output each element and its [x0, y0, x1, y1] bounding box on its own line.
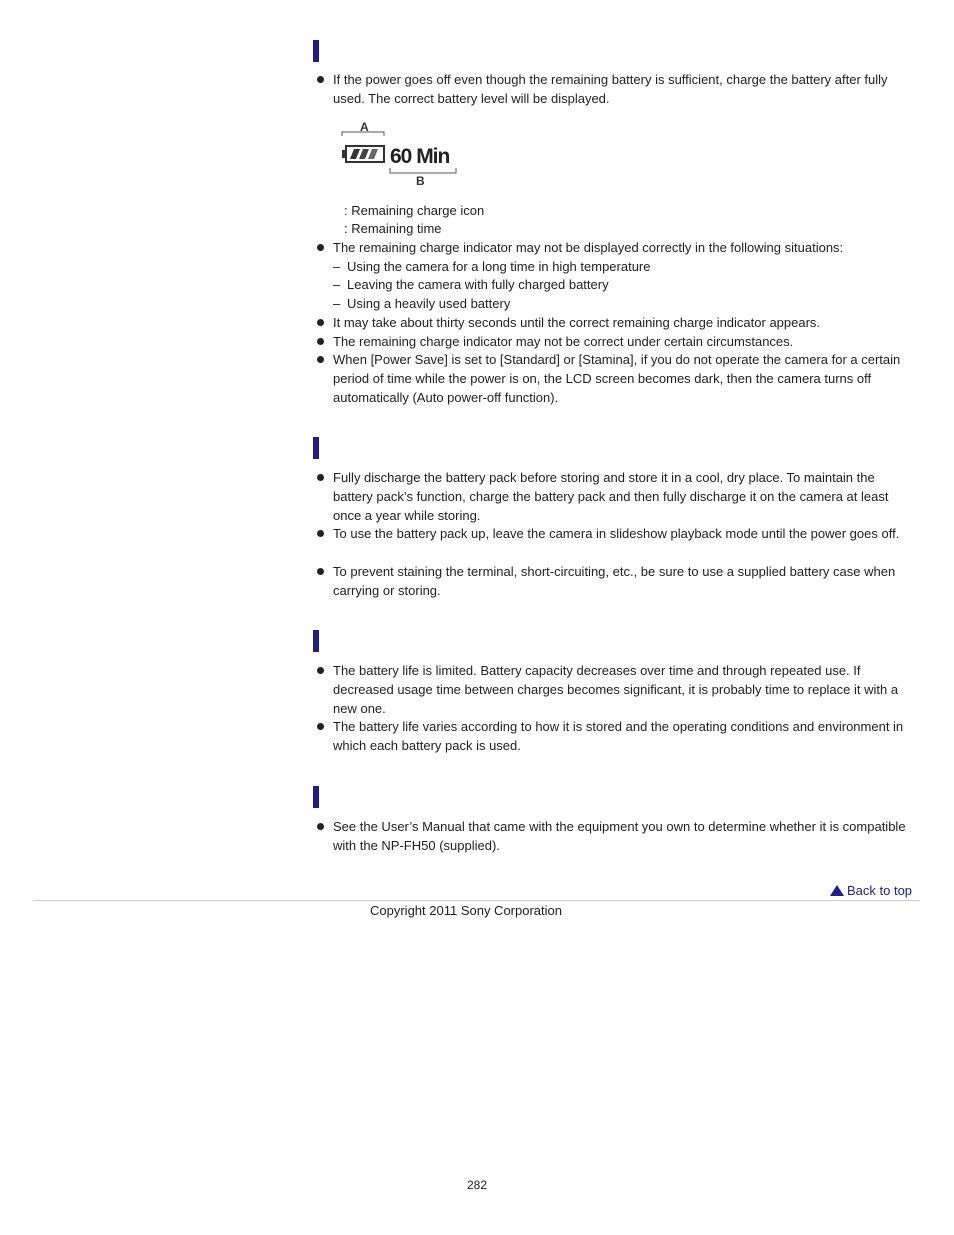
battery-indicator-figure	[338, 118, 460, 188]
list-item: The battery life is limited. Battery capacity decreases over time and through repeated use. If decreased usage time between charges becomes significant, it is probably time to replace it with a new one.	[333, 661, 913, 718]
list-item: The remaining charge indicator may not be correct under certain circumstances.	[333, 332, 913, 351]
situation-text: Using the camera for a long time in high temperature	[347, 259, 651, 274]
situation-item	[333, 275, 609, 294]
section-marker	[313, 40, 319, 62]
list-item: To prevent staining the terminal, short-circuiting, etc., be sure to use a supplied battery case when carrying or storing.	[333, 562, 913, 600]
list-item: It may take about thirty seconds until the correct remaining charge indicator appears.	[333, 313, 913, 332]
figure-caption-b: : Remaining time	[344, 221, 442, 236]
triangle-up-icon	[830, 885, 844, 896]
situation-text: Leaving the camera with fully charged battery	[347, 277, 609, 292]
copyright-text: Copyright 2011 Sony Corporation	[370, 903, 562, 918]
dash-mark: –	[333, 277, 341, 292]
situation-item	[333, 294, 510, 313]
list-item: See the User’s Manual that came with the equipment you own to determine whether it is compatible with the NP-FH50 (supplied).	[333, 817, 913, 855]
list-item: The battery life varies according to how it is stored and the operating conditions and environment in which each battery pack is used.	[333, 717, 913, 755]
dash-mark: –	[333, 296, 341, 311]
list-item: Fully discharge the battery pack before storing and store it in a cool, dry place. To maintain the battery pack’s function, charge the battery pack and then fully discharge it on the camera at least once a year while storing.	[333, 468, 913, 525]
list-item: To use the battery pack up, leave the camera in slideshow playback mode until the power goes off.	[333, 524, 913, 543]
remaining-time-text: 60 Min	[390, 145, 450, 168]
back-to-top-label: Back to top	[847, 883, 913, 898]
dash-mark: –	[333, 259, 341, 274]
section-marker	[313, 786, 319, 808]
figure-caption-a: : Remaining charge icon	[344, 203, 485, 218]
figure-label-b: B	[416, 174, 425, 188]
section-marker	[313, 437, 319, 459]
page-number: 282	[466, 1178, 488, 1192]
list-item: If the power goes off even though the remaining battery is sufficient, charge the battery after fully used. The correct battery level will be displayed.	[333, 70, 913, 108]
situation-text: Using a heavily used battery	[347, 296, 511, 311]
back-to-top-link[interactable]	[830, 881, 912, 900]
list-item: The remaining charge indicator may not be displayed correctly in the following situations:	[333, 238, 913, 257]
section-marker	[313, 630, 319, 652]
situation-item	[333, 257, 651, 276]
battery-icon	[342, 146, 384, 162]
figure-label-a: A	[360, 120, 369, 134]
list-item: When [Power Save] is set to [Standard] or [Stamina], if you do not operate the camera for a certain period of time while the power is on, the LCD screen becomes dark, then the camera turns off automatically (Auto power-off function).	[333, 350, 913, 407]
